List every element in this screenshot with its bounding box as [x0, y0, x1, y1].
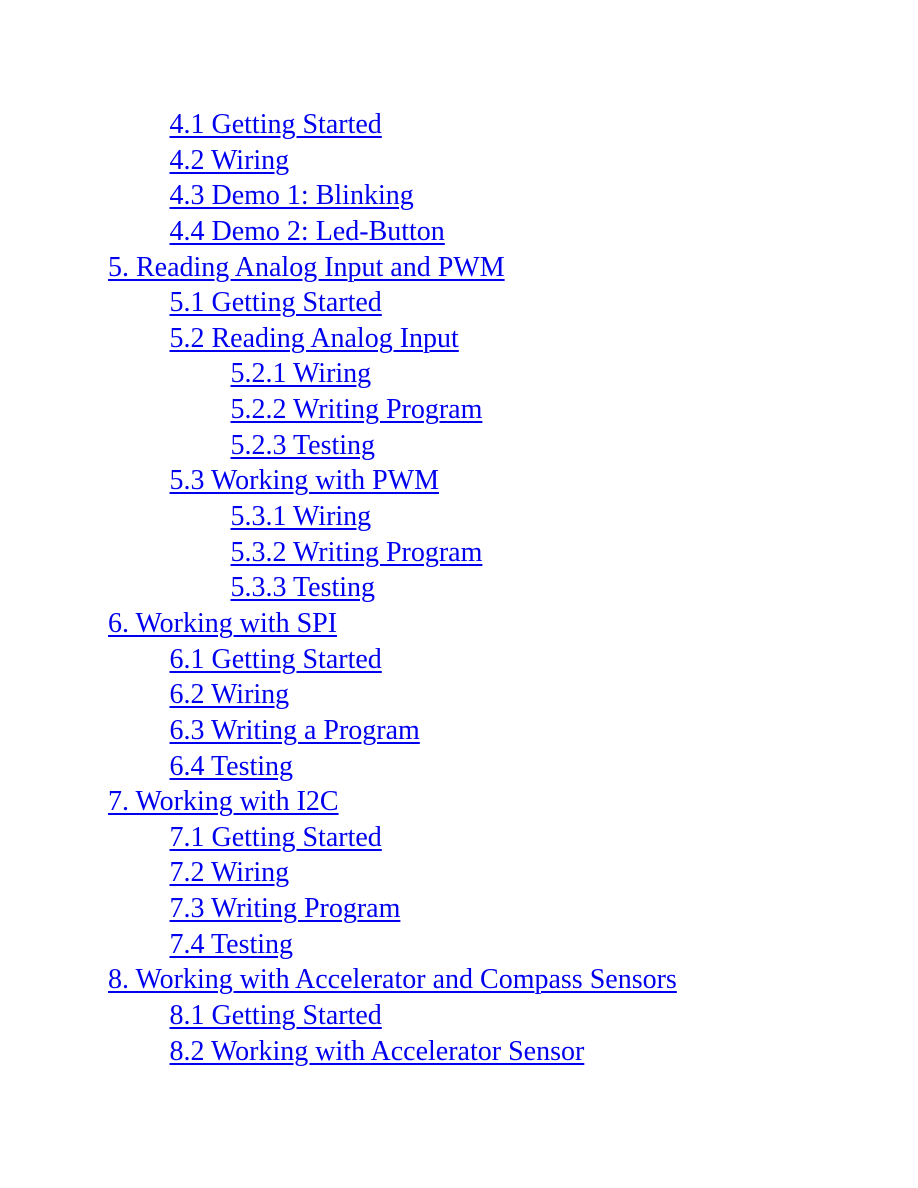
- toc-entry: [108, 642, 898, 678]
- toc-entry: [108, 499, 898, 535]
- toc-entry: [108, 250, 898, 286]
- toc-link[interactable]: 5.1 Getting Started: [169, 287, 382, 319]
- toc-link[interactable]: 5.3 Working with PWM: [169, 465, 439, 497]
- toc-link[interactable]: 7.2 Wiring: [169, 857, 290, 889]
- toc-entry: [108, 285, 898, 321]
- toc-link[interactable]: 6.2 Wiring: [169, 679, 290, 711]
- toc-link[interactable]: 5.2.1 Wiring: [230, 358, 372, 390]
- toc-entry: [108, 891, 898, 927]
- toc-entry: [108, 713, 898, 749]
- toc-link[interactable]: 5.2 Reading Analog Input: [169, 322, 459, 354]
- toc-link[interactable]: 7.1 Getting Started: [169, 821, 382, 853]
- toc-entry: [108, 356, 898, 392]
- toc-link[interactable]: 7.4 Testing: [169, 928, 294, 960]
- toc-link[interactable]: 5.2.3 Testing: [230, 429, 376, 461]
- toc-entry: [108, 855, 898, 891]
- toc-link[interactable]: 8.2 Working with Accelerator Sensor: [169, 1035, 585, 1067]
- toc-entry: [108, 392, 898, 428]
- toc-entry: [108, 606, 898, 642]
- table-of-contents: [108, 107, 898, 1069]
- toc-link[interactable]: 8.1 Getting Started: [169, 1000, 382, 1032]
- toc-entry: [108, 820, 898, 856]
- toc-entry: [108, 143, 898, 179]
- toc-link[interactable]: 7. Working with I2C: [108, 786, 339, 818]
- toc-link[interactable]: 5.3.2 Writing Program: [230, 536, 483, 568]
- toc-link[interactable]: 5. Reading Analog Input and PWM: [108, 251, 505, 283]
- toc-entry: [108, 927, 898, 963]
- toc-link[interactable]: 4.4 Demo 2: Led-Button: [169, 215, 445, 247]
- toc-link[interactable]: 6.3 Writing a Program: [169, 714, 420, 746]
- toc-link[interactable]: 4.2 Wiring: [169, 144, 290, 176]
- toc-link[interactable]: 6.4 Testing: [169, 750, 294, 782]
- toc-link[interactable]: 4.3 Demo 1: Blinking: [169, 180, 414, 212]
- toc-entry: [108, 998, 898, 1034]
- toc-link[interactable]: 6.1 Getting Started: [169, 643, 382, 675]
- toc-entry: [108, 570, 898, 606]
- toc-link[interactable]: 7.3 Writing Program: [169, 893, 401, 925]
- toc-entry: [108, 321, 898, 357]
- toc-entry: [108, 962, 898, 998]
- toc-entry: [108, 428, 898, 464]
- toc-entry: [108, 784, 898, 820]
- toc-link[interactable]: 5.3.1 Wiring: [230, 501, 372, 533]
- toc-entry: [108, 535, 898, 571]
- toc-entry: [108, 214, 898, 250]
- toc-entry: [108, 463, 898, 499]
- toc-entry: [108, 178, 898, 214]
- toc-link[interactable]: 8. Working with Accelerator and Compass Sensors: [108, 964, 677, 996]
- toc-entry: [108, 677, 898, 713]
- toc-entry: [108, 749, 898, 785]
- toc-link[interactable]: 6. Working with SPI: [108, 607, 338, 639]
- toc-entry: [108, 107, 898, 143]
- toc-link[interactable]: 5.2.2 Writing Program: [230, 394, 483, 426]
- toc-entry: [108, 1034, 898, 1070]
- toc-link[interactable]: 4.1 Getting Started: [169, 109, 382, 140]
- toc-link[interactable]: 5.3.3 Testing: [230, 572, 376, 604]
